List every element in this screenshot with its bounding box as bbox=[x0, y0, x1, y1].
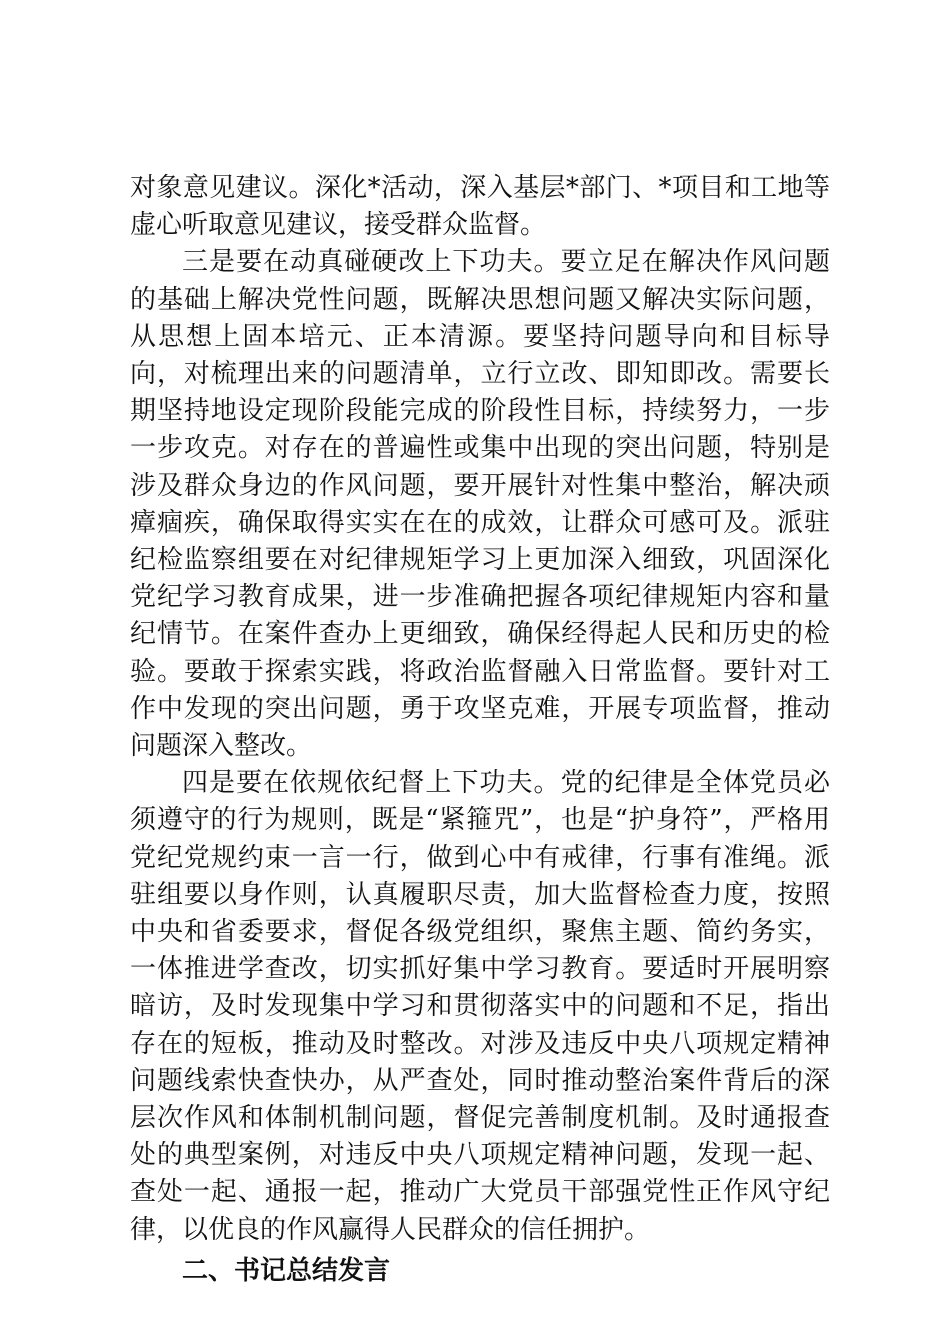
section-heading: 二、书记总结发言 bbox=[182, 1255, 391, 1286]
paragraph-point-three: 三是要在动真碰硬改上下功夫。要立足在解决作风问题的基础上解决党性问题，既解决思想问题又解决实际问题，从思想上固本培元、正本清源。要坚持问题导向和目标导向，对梳理出来的问题清单，立行立改、即知即改。需要长期坚持地设定现阶段能完成的阶段性目标，持续努力，一步一步攻克。对存在的普遍性或集中出现的突出问题，特别是涉及群众身边的作风问题，要开展针对性集中整治，解决顽瘴痼疾，确保取得实实在在的成效，让群众可感可及。派驻纪检监察组要在对纪律规矩学习上更加深入细致，巩固深化党纪学习教育成果，进一步准确把握各项纪律规矩内容和量纪情节。在案件查办上更细致，确保经得起人民和历史的检验。要敢于探索实践，将政治监督融入日常监督。要针对工作中发现的突出问题，勇于攻坚克难，开展专项监督，推动问题深入整改。 bbox=[130, 247, 830, 762]
paragraph-continuation: 对象意见建议。深化*活动，深入基层*部门、*项目和工地等虚心听取意见建议，接受群众监督。 bbox=[130, 173, 830, 241]
document-page bbox=[130, 170, 830, 1291]
paragraph-point-four: 四是要在依规依纪督上下功夫。党的纪律是全体党员必须遵守的行为规则，既是“紧箍咒”，也是“护身符”，严格用党纪党规约束一言一行，做到心中有戒律，行事有准绳。派驻组要以身作则，认真履职尽责，加大监督检查力度，按照中央和省委要求，督促各级党组织，聚焦主题、简约务实，一体推进学查改，切实抓好集中学习教育。要适时开展明察暗访，及时发现集中学习和贯彻落实中的问题和不足，指出存在的短板，推动及时整改。对涉及违反中央八项规定精神问题线索快查快办，从严查处，同时推动整治案件背后的深层次作风和体制机制问题，督促完善制度机制。及时通报查处的典型案例，对违反中央八项规定精神问题，发现一起、查处一起、通报一起，推动广大党员干部强党性正作风守纪律，以优良的作风赢得人民群众的信任拥护。 bbox=[130, 768, 830, 1245]
